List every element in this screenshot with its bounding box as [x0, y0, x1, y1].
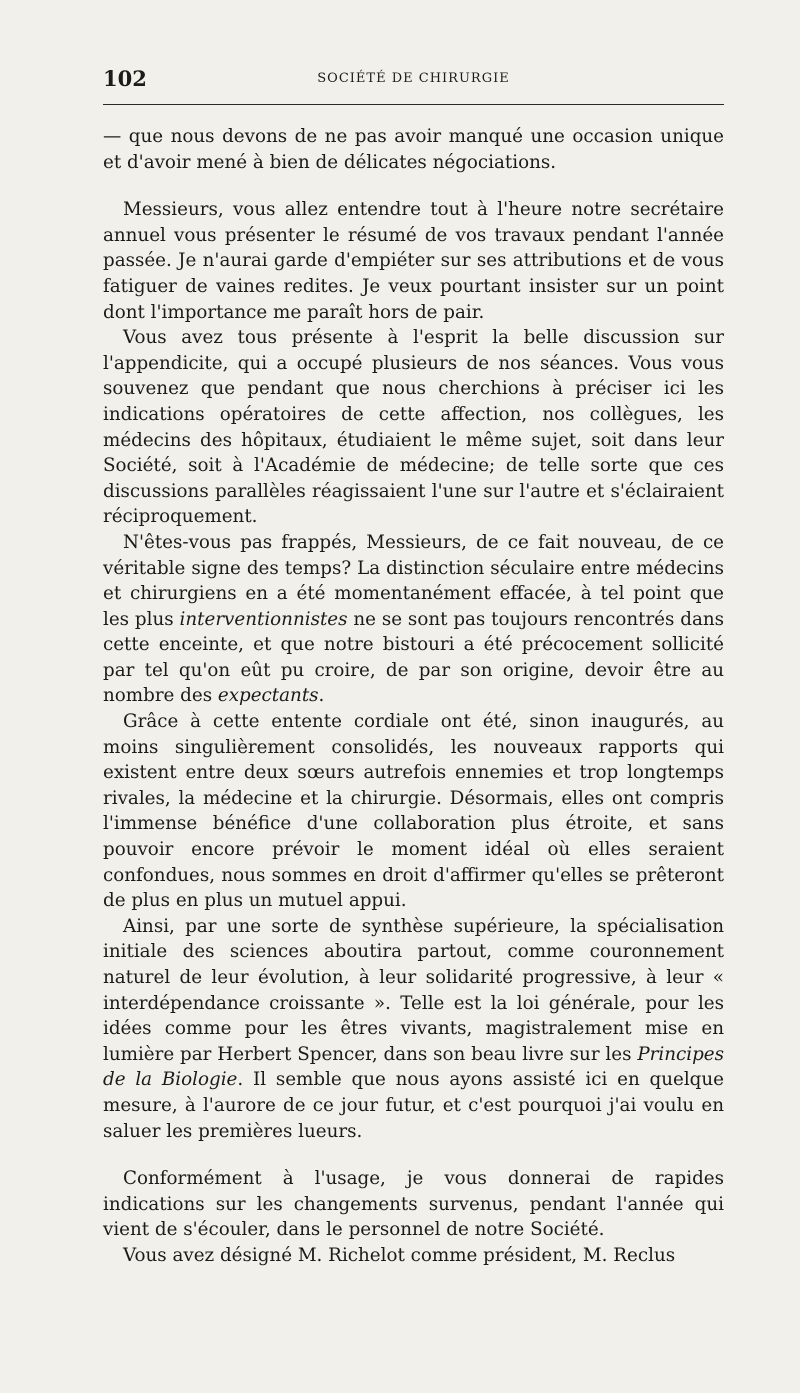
- italic-term: interventionnistes: [179, 608, 348, 630]
- italic-book-title: Principes de la Biologie: [103, 1043, 725, 1091]
- italic-term: expectants: [217, 685, 319, 707]
- page-header: [103, 66, 724, 94]
- paragraph: Vous avez désigné M. Richelot comme président, M. Reclus: [123, 1244, 676, 1266]
- paragraph: Ainsi, par une sorte de synthèse supérieure, la spécialisation initiale des sciences aboutira partout, comme couronnement naturel de leur évolution, à leur solidarité progressive, à leur « interdépendance croissante ». Telle est la loi générale, pour les idées comme pour les êtres vivants, magistralement mise en lumière par Herbert Spencer, dans son beau livre sur les Principes de la Biologie. Il semble que nous ayons assisté ici en quelque mesure, à l'aurore de ce jour futur, et c'est pourquoi j'ai voulu en saluer les premières lueurs.: [103, 915, 725, 1142]
- running-head: SOCIÉTÉ DE CHIRURGIE: [317, 71, 510, 86]
- page-number: 102: [103, 66, 147, 91]
- paragraph: — que nous devons de ne pas avoir manqué une occasion unique et d'avoir mené à bien de délicates négociations.: [103, 126, 724, 173]
- paragraph: Conformément à l'usage, je vous donnerai de rapides indications sur les changements survenus, pendant l'année qui vient de s'écouler, dans le personnel de notre Société.: [103, 1168, 724, 1241]
- paragraph: Grâce à cette entente cordiale ont été, sinon inaugurés, au moins singulièrement consolidés, les nouveaux rapports qui existent entre deux sœurs autrefois ennemies et trop longtemps rivales, la médecine et la chirurgie. Désormais, elles ont compris l'immense bénéfice d'une collaboration plus étroite, et sans pouvoir encore prévoir le moment idéal où elles seraient confondues, nous sommes en droit d'affirmer qu'elles se prêteront de plus en plus un mutuel appui.: [103, 711, 724, 912]
- paragraph: Vous avez tous présente à l'esprit la belle discussion sur l'appendicite, qui a occupé plusieurs de nos séances. Vous vous souvenez que pendant que nous cherchions à préciser ici les indications opératoires de cette affection, nos collègues, les médecins des hôpitaux, étudiaient le même sujet, soit dans leur Société, soit à l'Académie de médecine; de telle sorte que ces discussions parallèles réagissaient l'une sur l'autre et s'éclairaient réciproquement.: [103, 327, 724, 528]
- body-text: [103, 124, 724, 1269]
- header-rule: [103, 104, 724, 105]
- paragraph: Messieurs, vous allez entendre tout à l'heure notre secrétaire annuel vous présenter le résumé de vos travaux pendant l'année passée. Je n'aurai garde d'empiéter sur ses attributions et de vous fatiguer de vaines redites. Je veux pourtant insister sur un point dont l'importance me paraît hors de pair.: [103, 199, 724, 323]
- paragraph: N'êtes-vous pas frappés, Messieurs, de ce fait nouveau, de ce véritable signe des temps? La distinction séculaire entre médecins et chirurgiens en a été momentanément effacée, à tel point que les plus interventionnistes ne se sont pas toujours rencontrés dans cette enceinte, et que notre bistouri a été précocement sollicité par tel qu'on eût pu croire, de par son origine, devoir être au nombre des expectants.: [103, 531, 725, 707]
